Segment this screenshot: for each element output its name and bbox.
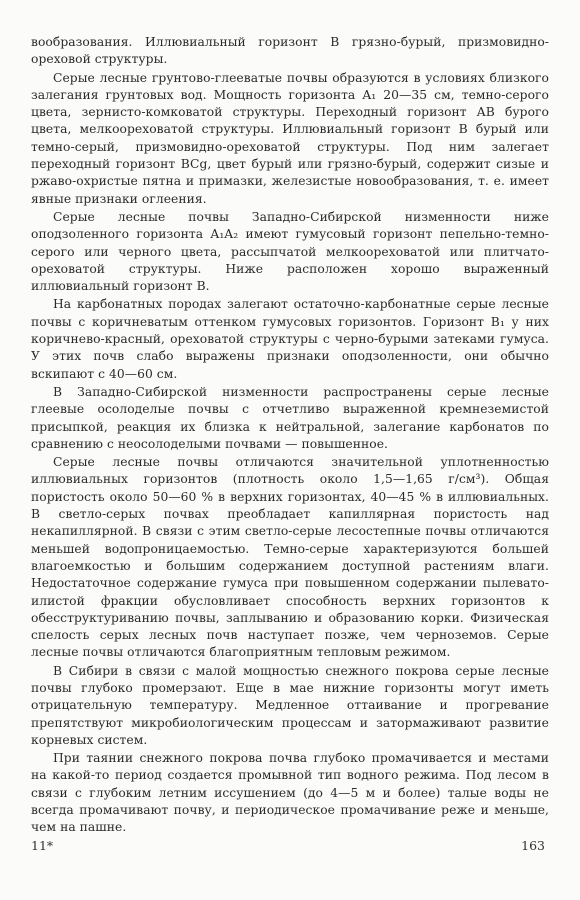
body-text: [31, 34, 549, 837]
paragraph-1: Серые лесные грунтово-глееватые почвы образуются в условиях близкого залегания грунтовых вод. Мощность горизонта A₁ 20—35 см, темно-серого цвета, зернисто-комковатой структуры. Переходный горизонт AB бурого цвета, мелкоореховатой структуры. Иллювиальный горизонт B бурый или темно-серый, призмовидно-ореховатой структуры. Под ним залегает переходный горизонт BCg, цвет бурый или грязно-бурый, содержит сизые и ржаво-охристые пятна и примазки, железистые новообразования, т. е. имеет явные признаки оглеения.: [31, 70, 549, 206]
paragraph-3: На карбонатных породах залегают остаточно-карбонатные серые лесные почвы с коричневатым оттенком гумусовых горизонтов. Горизонт B₁ у них коричнево-красный, ореховатой структуры с черно-бурыми затеками гумуса. У этих почв слабо выражены признаки оподзоленности, они обычно вскипают с 40—60 см.: [31, 297, 549, 381]
paragraph-5: Серые лесные почвы отличаются значительной уплотненностью иллювиальных горизонтов (плотность около 1,5—1,65 г/см³). Общая пористость около 50—60 % в верхних горизонтах, 40—45 % в иллювиальных. В светло-серых почвах преобладает капиллярная пористость над некапиллярной. В связи с этим светло-серые лесостепные почвы отличаются меньшей водопроницаемостью. Темно-серые характеризуются большей влагоемкостью и большим содержанием доступной растениям влаги. Недостаточное содержание гумуса при повышенном содержании пылевато-илистой фракции обусловливает способность верхних горизонтов к обесструктуриванию почвы, заплыванию и образованию корки. Физическая спелость серых лесных почв наступает позже, чем черноземов. Серые лесные почвы отличаются благоприятным тепловым режимом.: [31, 455, 549, 660]
page-footer: [31, 838, 549, 858]
paragraph-7: При таянии снежного покрова почва глубоко промачивается и местами на какой-то период создается промывной тип водного режима. Под лесом в связи с глубоким летним иссушением (до 4—5 м и более) талые воды не всегда промачивают почву, и периодическое промачивание реже и меньше, чем на пашне.: [31, 751, 549, 835]
paragraph-0: вообразования. Иллювиальный горизонт B грязно-бурый, призмовидно-ореховой структуры.: [31, 35, 549, 67]
paragraph-4: В Западно-Сибирской низменности распространены серые лесные глеевые осолоделые почвы с отчетливо выраженной кремнеземистой присыпкой, реакция их близка к нейтральной, залегание карбонатов по сравнению с неосолоделыми почвами — повышенное.: [31, 384, 549, 451]
page-number: 163: [521, 838, 545, 853]
paragraph-2: Серые лесные почвы Западно-Сибирской низменности ниже оподзоленного горизонта A₁A₂ имеют гумусовый горизонт пепельно-темно-серого или черного цвета, рассыпчатой мелкоореховатой или плитчато-ореховатой структуры. Ниже расположен хорошо выраженный иллювиальный горизонт B.: [31, 209, 549, 294]
signature-mark: 11*: [31, 838, 54, 853]
paragraph-6: В Сибири в связи с малой мощностью снежного покрова серые лесные почвы глубоко промерзают. Еще в мае нижние горизонты могут иметь отрицательную температуру. Медленное оттаивание и прогревание препятствуют микробиологическим процессам и затормаживают развитие корневых систем.: [31, 663, 549, 747]
